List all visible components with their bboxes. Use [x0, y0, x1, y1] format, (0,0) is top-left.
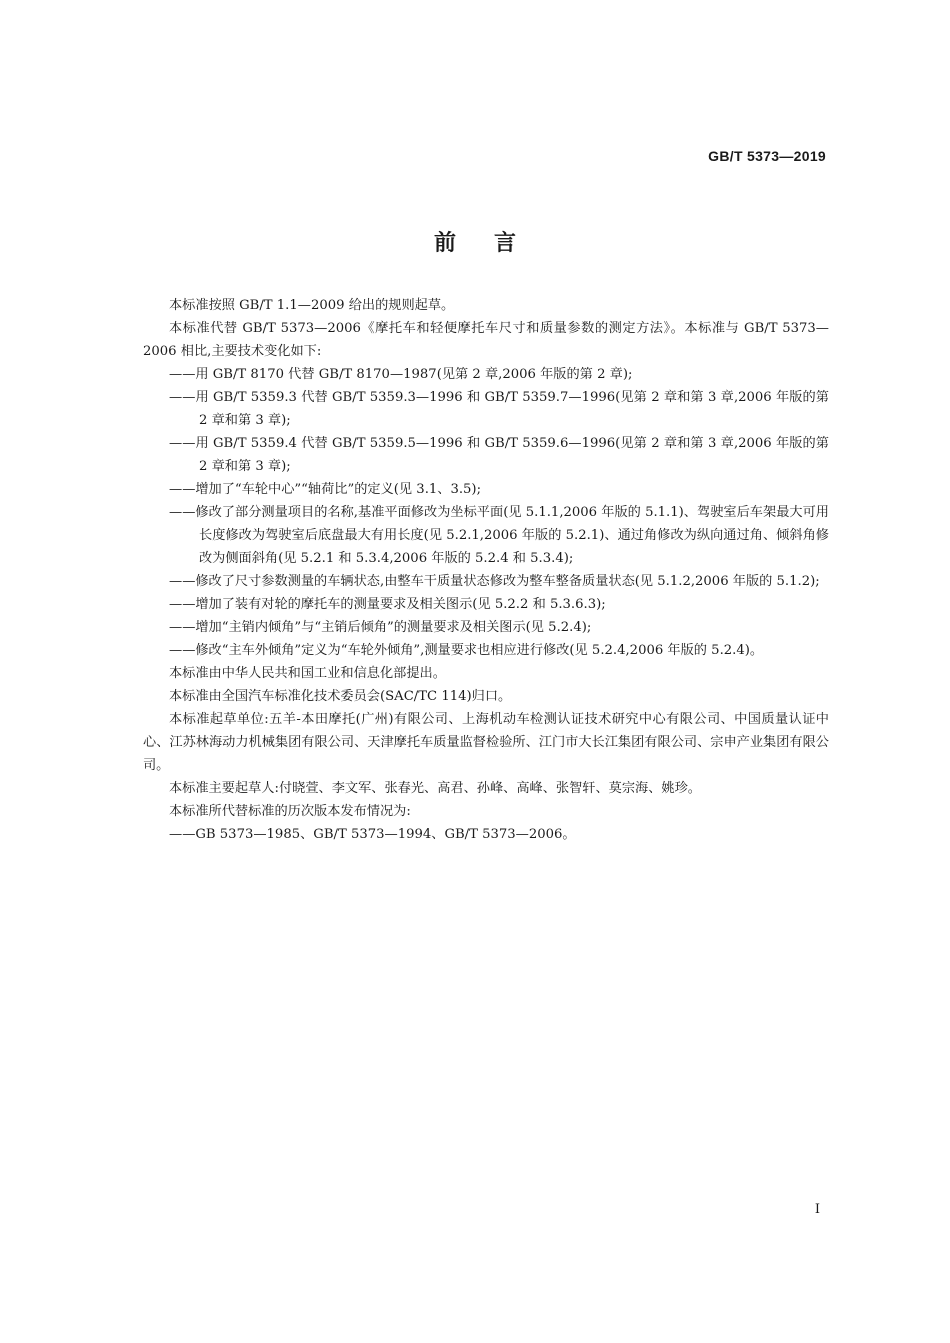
paragraph-drafters: 本标准主要起草人:付晓萱、李文军、张春光、高君、孙峰、高峰、张智轩、莫宗海、姚珍。 [169, 781, 701, 796]
change-item: ——修改了部分测量项目的名称,基准平面修改为坐标平面(见 5.1.1,2006 年版的 5.1.1)、驾驶室后车架最大可用长度修改为驾驶室后底盘最大有用长度(见 5.2.1,2006 年版的 5.2.1)、通过角修改为纵向通过角、倾斜角修改为侧面斜角(见 5.2.1 和 5.3.4,2006 年版的 5.2.4 和 5.3.4); [169, 505, 829, 566]
change-item: ——用 GB/T 8170 代替 GB/T 8170—1987(见第 2 章,2006 年版的第 2 章); [169, 367, 633, 382]
change-item: ——修改“主车外倾角”定义为“车轮外倾角”,测量要求也相应进行修改(见 5.2.4,2006 年版的 5.2.4)。 [169, 643, 764, 658]
history-item: ——GB 5373—1985、GB/T 5373—1994、GB/T 5373—2006。 [169, 827, 576, 842]
standard-code: GB/T 5373—2019 [708, 148, 826, 164]
paragraph-drafting-units: 本标准起草单位:五羊-本田摩托(广州)有限公司、上海机动车检测认证技术研究中心有限公司、中国质量认证中心、江苏林海动力机械集团有限公司、天津摩托车质量监督检验所、江门市大长江集团有限公司、宗申产业集团有限公司。 [143, 712, 829, 773]
change-item: ——用 GB/T 5359.3 代替 GB/T 5359.3—1996 和 GB/T 5359.7—1996(见第 2 章和第 3 章,2006 年版的第 2 章和第 3 章); [169, 390, 829, 428]
foreword-body [143, 294, 829, 846]
paragraph-technical-committee: 本标准由全国汽车标准化技术委员会(SAC/TC 114)归口。 [169, 689, 512, 704]
paragraph-proposer: 本标准由中华人民共和国工业和信息化部提出。 [169, 666, 446, 681]
change-item: ——修改了尺寸参数测量的车辆状态,由整车干质量状态修改为整车整备质量状态(见 5.1.2,2006 年版的 5.1.2); [169, 574, 820, 589]
change-item: ——增加了装有对轮的摩托车的测量要求及相关图示(见 5.2.2 和 5.3.6.3); [169, 597, 606, 612]
change-item: ——增加“主销内倾角”与“主销后倾角”的测量要求及相关图示(见 5.2.4); [169, 620, 592, 635]
paragraph-drafting-rules: 本标准按照 GB/T 1.1—2009 给出的规则起草。 [169, 298, 455, 313]
change-item: ——用 GB/T 5359.4 代替 GB/T 5359.5—1996 和 GB/T 5359.6—1996(见第 2 章和第 3 章,2006 年版的第 2 章和第 3 章); [169, 436, 829, 474]
paragraph-replaces: 本标准代替 GB/T 5373—2006《摩托车和轻便摩托车尺寸和质量参数的测定方法》。本标准与 GB/T 5373—2006 相比,主要技术变化如下: [143, 321, 829, 359]
page-number: I [814, 1202, 820, 1217]
paragraph-history-intro: 本标准所代替标准的历次版本发布情况为: [169, 804, 411, 819]
page-title: 前言 [433, 231, 554, 256]
change-item: ——增加了“车轮中心”“轴荷比”的定义(见 3.1、3.5); [169, 482, 482, 497]
